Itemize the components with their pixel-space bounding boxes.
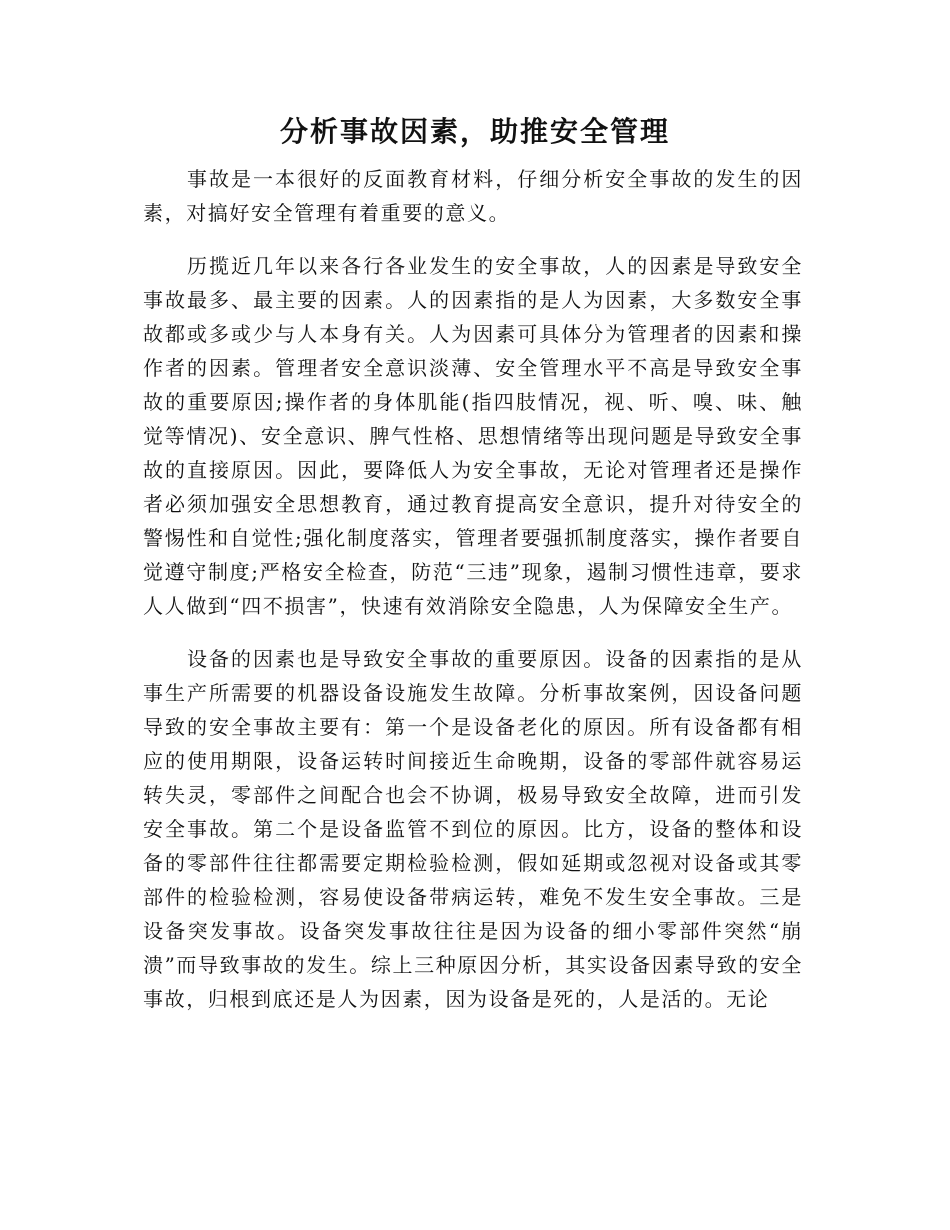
document-title: 分析事故因素，助推安全管理: [279, 115, 670, 148]
paragraph-human-factors: 历揽近几年以来各行各业发生的安全事故，人的因素是导致安全事故最多、最主要的因素。人的因素指的是人为因素，大多数安全事故都或多或少与人本身有关。人为因素可具体分为管理者的因素和操作者的因素。管理者安全意识淡薄、安全管理水平不高是导致安全事故的重要原因;操作者的身体肌能(指四肢情况，视、听、嗅、味、触觉等情况)、安全意识、脾气性格、思想情绪等出现问题是导致安全事故的直接原因。因此，要降低人为安全事故，无论对管理者还是操作者必须加强安全思想教育，通过教育提高安全意识，提升对待安全的警惕性和自觉性;强化制度落实，管理者要强抓制度落实，操作者要自觉遵守制度;严格安全检查，防范“三违”现象，遏制习惯性违章，要求人人做到“四不损害”，快速有效消除安全隐患，人为保障安全生产。: [143, 254, 803, 618]
paragraph-intro: 事故是一本很好的反面教育材料，仔细分析安全事故的发生的因素，对搞好安全管理有着重要的意义。: [143, 167, 803, 225]
document-body: [143, 162, 803, 1035]
paragraph-equipment-factors: 设备的因素也是导致安全事故的重要原因。设备的因素指的是从事生产所需要的机器设备设施发生故障。分析事故案例，因设备问题导致的安全事故主要有：第一个是设备老化的原因。所有设备都有相应的使用期限，设备运转时间接近生命晚期，设备的零部件就容易运转失灵，零部件之间配合也会不协调，极易导致安全故障，进而引发安全事故。第二个是设备监管不到位的原因。比方，设备的整体和设备的零部件往往都需要定期检验检测，假如延期或忽视对设备或其零部件的检验检测，容易使设备带病运转，难免不发生安全事故。三是设备突发事故。设备突发事故往往是因为设备的细小零部件突然“崩溃”而导致事故的发生。综上三种原因分析，其实设备因素导致的安全事故，归根到底还是人为因素，因为设备是死的，人是活的。无论: [143, 647, 803, 1011]
